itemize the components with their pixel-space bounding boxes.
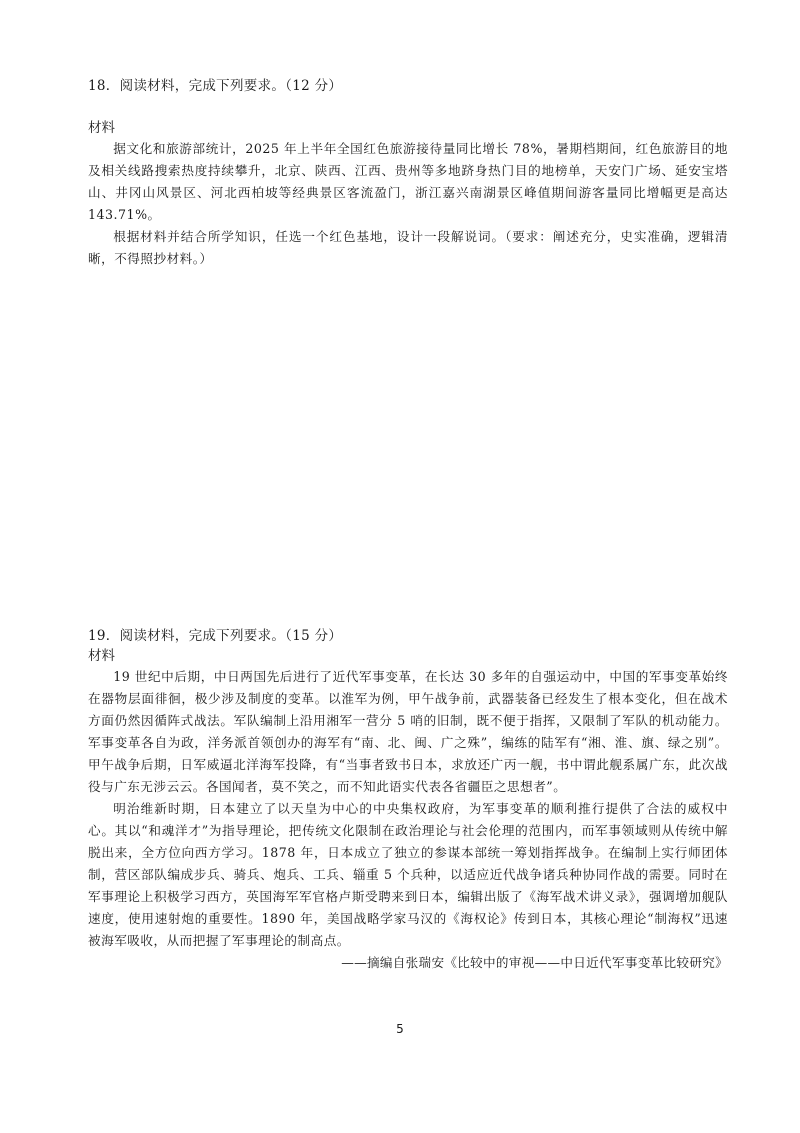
question-19-title: 19．阅读材料，完成下列要求。（15 分） xyxy=(88,628,343,644)
material-paragraph: 据文化和旅游部统计，2025 年上半年全国红色旅游接待量同比增长 78%，暑期档期间，红色旅游目的地及相关线路搜索热度持续攀升，北京、陕西、江西、贵州等多地跻身热门目的地榜单，天安门广场、延安宝塔山、井冈山风景区、河北西柏坡等经典景区客流盈门，浙江嘉兴南湖景区峰值期间游客量同比增幅更是高达 143.71%。 xyxy=(88,141,728,222)
material-label: 材料 xyxy=(88,648,115,664)
question-18-material xyxy=(88,118,728,270)
page-number: 5 xyxy=(396,1022,404,1036)
material-paragraph: 明治维新时期，日本建立了以天皇为中心的中央集权政府，为军事变革的顺利推行提供了合法的威权中心。其以“和魂洋才”为指导理论，把传统文化限制在政治理论与社会伦理的范围内，而军事领域则从传统中解脱出来，全方位向西方学习。1878 年，日本成立了独立的参谋本部统一筹划指挥战争。在编制上实行师团体制，营区部队编成步兵、骑兵、炮兵、工兵、辎重 5 个兵种，以适应近代战争诸兵种协同作战的需要。同时在军事理论上积极学习西方，英国海军军官格卢斯受聘来到日本，编辑出版了《海军战术讲义录》，强调增加舰队速度，使用速射炮的重要性。1890 年，美国战略学家马汉的《海权论》传到日本，其核心理论“制海权”迅速被海军吸收，从而把握了军事理论的制高点。 xyxy=(88,801,728,948)
question-18 xyxy=(88,76,728,96)
question-18-prompt: 根据材料并结合所学知识，任选一个红色基地，设计一段解说词。（要求：阐述充分，史实准确，逻辑清晰，不得照抄材料。） xyxy=(88,229,728,266)
question-19 xyxy=(88,626,728,974)
material-label: 材料 xyxy=(88,120,115,136)
question-18-title: 18．阅读材料，完成下列要求。（12 分） xyxy=(88,78,343,94)
material-source: ——摘编自张瑞安《比较中的审视——中日近代军事变革比较研究》 xyxy=(341,955,728,970)
material-paragraph: 19 世纪中后期，中日两国先后进行了近代军事变革，在长达 30 多年的自强运动中，中国的军事变革始终在器物层面徘徊，极少涉及制度的变革。以淮军为例，甲午战争前，武器装备已经发生了根本变化，但在战术方面仍然因循阵式战法。军队编制上沿用湘军一营分 5 哨的旧制，既不便于指挥，又限制了军队的机动能力。军事变革各自为政，洋务派首领创办的海军有“南、北、闽、广之殊”，编练的陆军有“湘、淮、旗、绿之别”。甲午战争后期，日军威逼北洋海军投降，有“当事者致书日本，求放还广丙一舰，书中谓此舰系属广东，此次战役与广东无涉云云。各国闻者，莫不笑之，而不知此语实代表各省疆臣之思想者”。 xyxy=(88,669,728,794)
